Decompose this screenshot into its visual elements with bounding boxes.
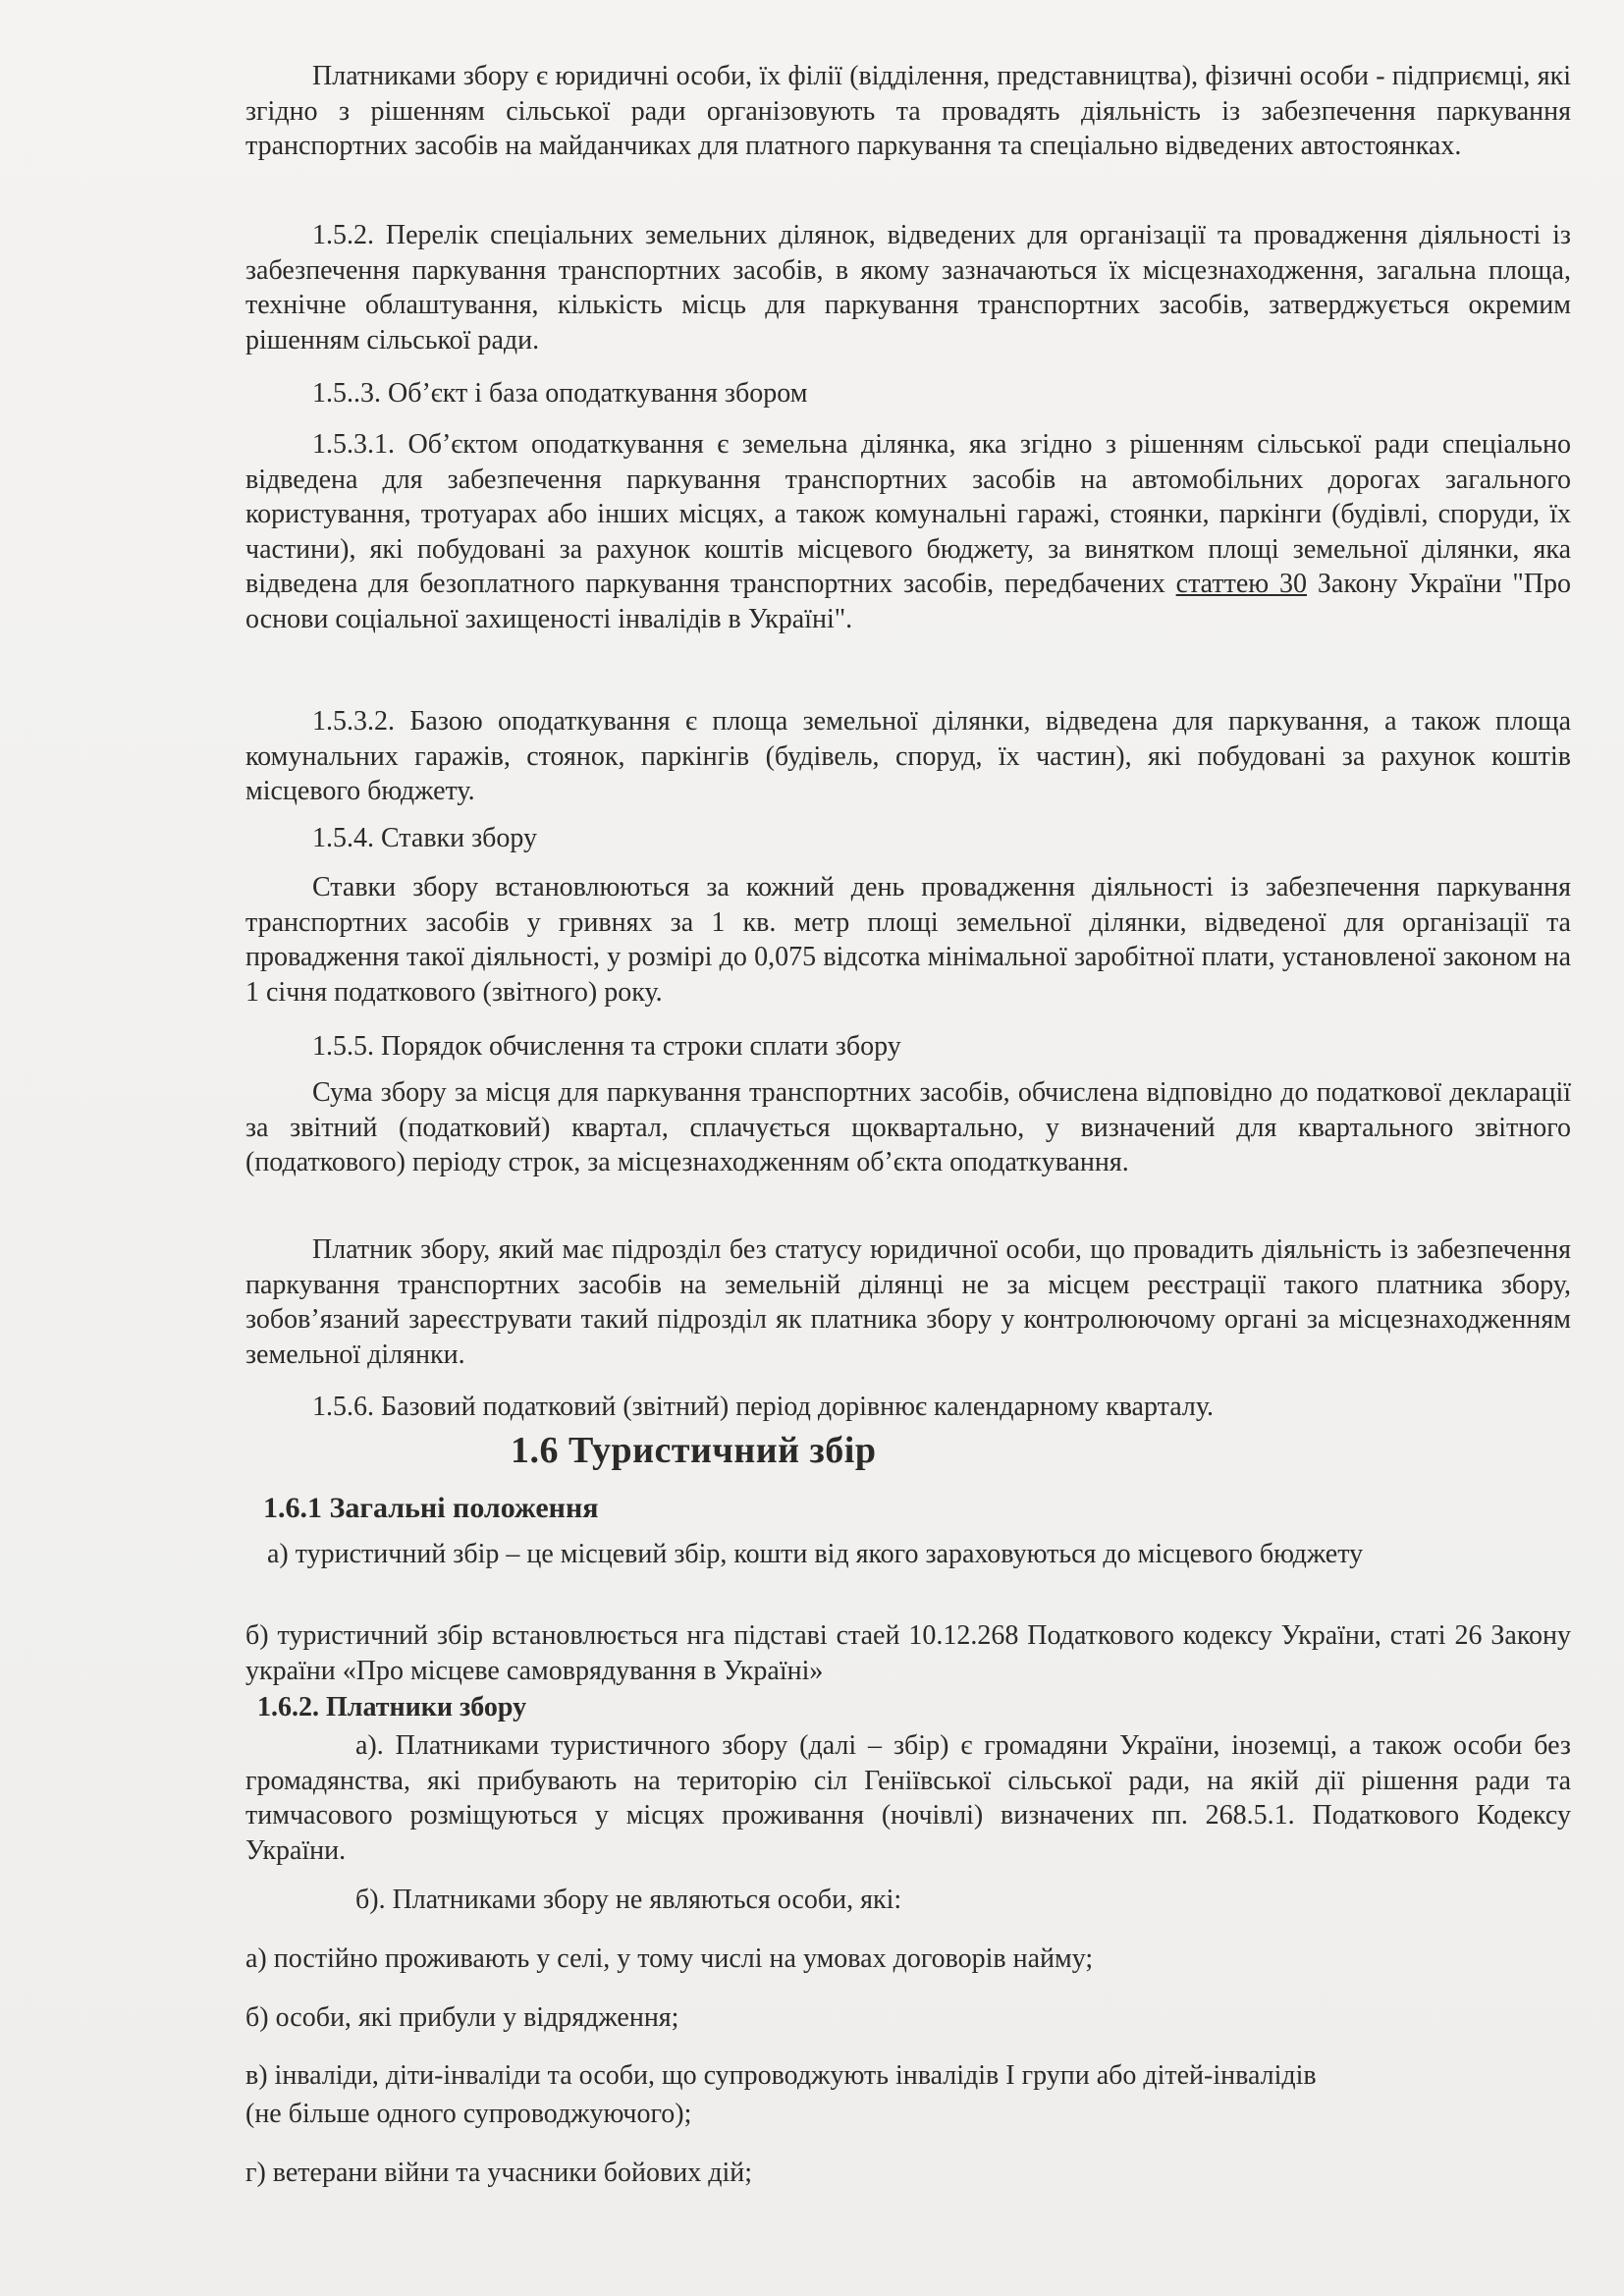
paragraph-payment-order: Сума збору за місця для паркування транспортних засобів, обчислена відповідно до податкової декларації за звітний (податковий) квартал, сплачується щоквартально, у визначений для квартального звітного (податкового) періоду строк, за місцезнаходженням об’єкта оподаткування.	[245, 1077, 1571, 1178]
subheading-1-6-1-number: 1.6.1	[263, 1492, 322, 1524]
paragraph-1-5-4-title: 1.5.4. Ставки збору	[312, 823, 538, 853]
law-article-link[interactable]: статтею 30	[1175, 569, 1308, 600]
subheading-1-6-1	[263, 1491, 1589, 1526]
paragraph-subdivision: Платник збору, який має підрозділ без статусу юридичної особи, що провадить діяльність із забезпечення паркування транспортних засобів на земельній ділянці не за місцем реєстрації такого платника збору, зобов’язаний зареєструвати такий підрозділ як платника збору у контролюючому органі за місцезнаходженням земельної ділянки.	[245, 1234, 1571, 1370]
paragraph-1-5-2: 1.5.2. Перелік спеціальних земельних ділянок, відведених для організації та провадження діяльності із забезпечення паркування транспортних засобів, в якому зазначаються їх місцезнаходження, загальна площа, технічне облаштування, кількість місць для паркування транспортних засобів, затверджується окремим рішенням сільської ради.	[245, 220, 1571, 355]
paragraph-1-5-3-1-start: 1.5.3.1. Об’єктом оподаткування є земельна ділянка, яка згідно з рішенням сільської ради спеціально відведена для забезпечення паркування транспортних засобів на автомобільних дорогах загального користування, тротуарах або інших місцях, а також комунальні гаражі, стоянки, паркінги (будівлі, споруди, їх частини), які побудовані за рахунок коштів місцевого бюджету, за винятком площі земельної ділянки, яка відведена для безоплатного паркування транспортних засобів, передбачених	[245, 429, 1571, 600]
list-item-a: а) постійно проживають у селі, у тому числі на умовах договорів найму;	[245, 1943, 1094, 1974]
paragraph-tourist-a: а) туристичний збір – це місцевий збір, кошти від якого зараховуються до місцевого бюджету	[267, 1539, 1364, 1569]
paragraph-payers-a: а). Платниками туристичного збору (далі – збір) є громадяни України, іноземці, а також особи без громадянства, які прибувають на територію сіл Геніївської сільської ради, на якій дії рішення ради та тимчасового розміщуються у місцях проживання (ночівлі) визначених пп. 268.5.1. Податкового Кодексу України.	[245, 1730, 1571, 1866]
paragraph-1-5-3-title: 1.5..3. Об’єкт і база оподаткування збором	[312, 378, 808, 409]
paragraph-1-5-5-title: 1.5.5. Порядок обчислення та строки сплати збору	[312, 1031, 901, 1062]
paragraph-1-5-3-2: 1.5.3.2. Базою оподаткування є площа земельної ділянки, відведена для паркування, а також площа комунальних гаражів, стоянок, паркінгів (будівель, споруд, їх частин), які побудовані за рахунок коштів місцевого бюджету.	[245, 706, 1571, 807]
paragraph-tourist-b: б) туристичний збір встановлюється нга підставі стаей 10.12.268 Податкового кодексу України, статі 26 Закону україни «Про місцеве самоврядування в Україні»	[245, 1620, 1571, 1686]
list-item-b: б) особи, які прибули у відрядження;	[245, 2002, 679, 2033]
list-item-d: г) ветерани війни та учасники бойових дій;	[245, 2158, 753, 2188]
paragraph-1-5-3-1-end: Закону України "Про основи соціальної захищеності інвалідів в Україні".	[245, 569, 1572, 634]
subheading-1-6-2: 1.6.2. Платники збору	[257, 1692, 527, 1722]
subheading-1-6-1-label: Загальні положення	[329, 1492, 599, 1524]
paragraph-1-5-3-1	[245, 427, 1571, 637]
section-heading-1-6: 1.6 Туристичний збір	[511, 1430, 877, 1471]
paragraph-payers-parking: Платниками збору є юридичні особи, їх філії (відділення, представництва), фізичні особи - підприємці, які згідно з рішенням сільської ради організовують та провадять діяльність із забезпечення паркування транспортних засобів на майданчиках для платного паркування та спеціально відведених автостоянках.	[245, 61, 1571, 162]
paragraph-1-5-6: 1.5.6. Базовий податковий (звітний) період дорівнює календарному кварталу.	[312, 1392, 1215, 1422]
paragraph-payers-b: б). Платниками збору не являються особи, які:	[355, 1885, 902, 1915]
list-item-c-cont: (не більше одного супроводжуючого);	[245, 2099, 692, 2129]
list-item-c: в) інваліди, діти-інваліди та особи, що супроводжують інвалідів І групи або дітей-інвалідів	[245, 2060, 1317, 2091]
paragraph-rates: Ставки збору встановлюються за кожний день провадження діяльності із забезпечення паркування транспортних засобів у гривнях за 1 кв. метр площі земельної ділянки, відведеної для організації та провадження такої діяльності, у розмірі до 0,075 відсотка мінімальної заробітної плати, установленої законом на 1 січня податкового (звітного) року.	[245, 872, 1571, 1008]
